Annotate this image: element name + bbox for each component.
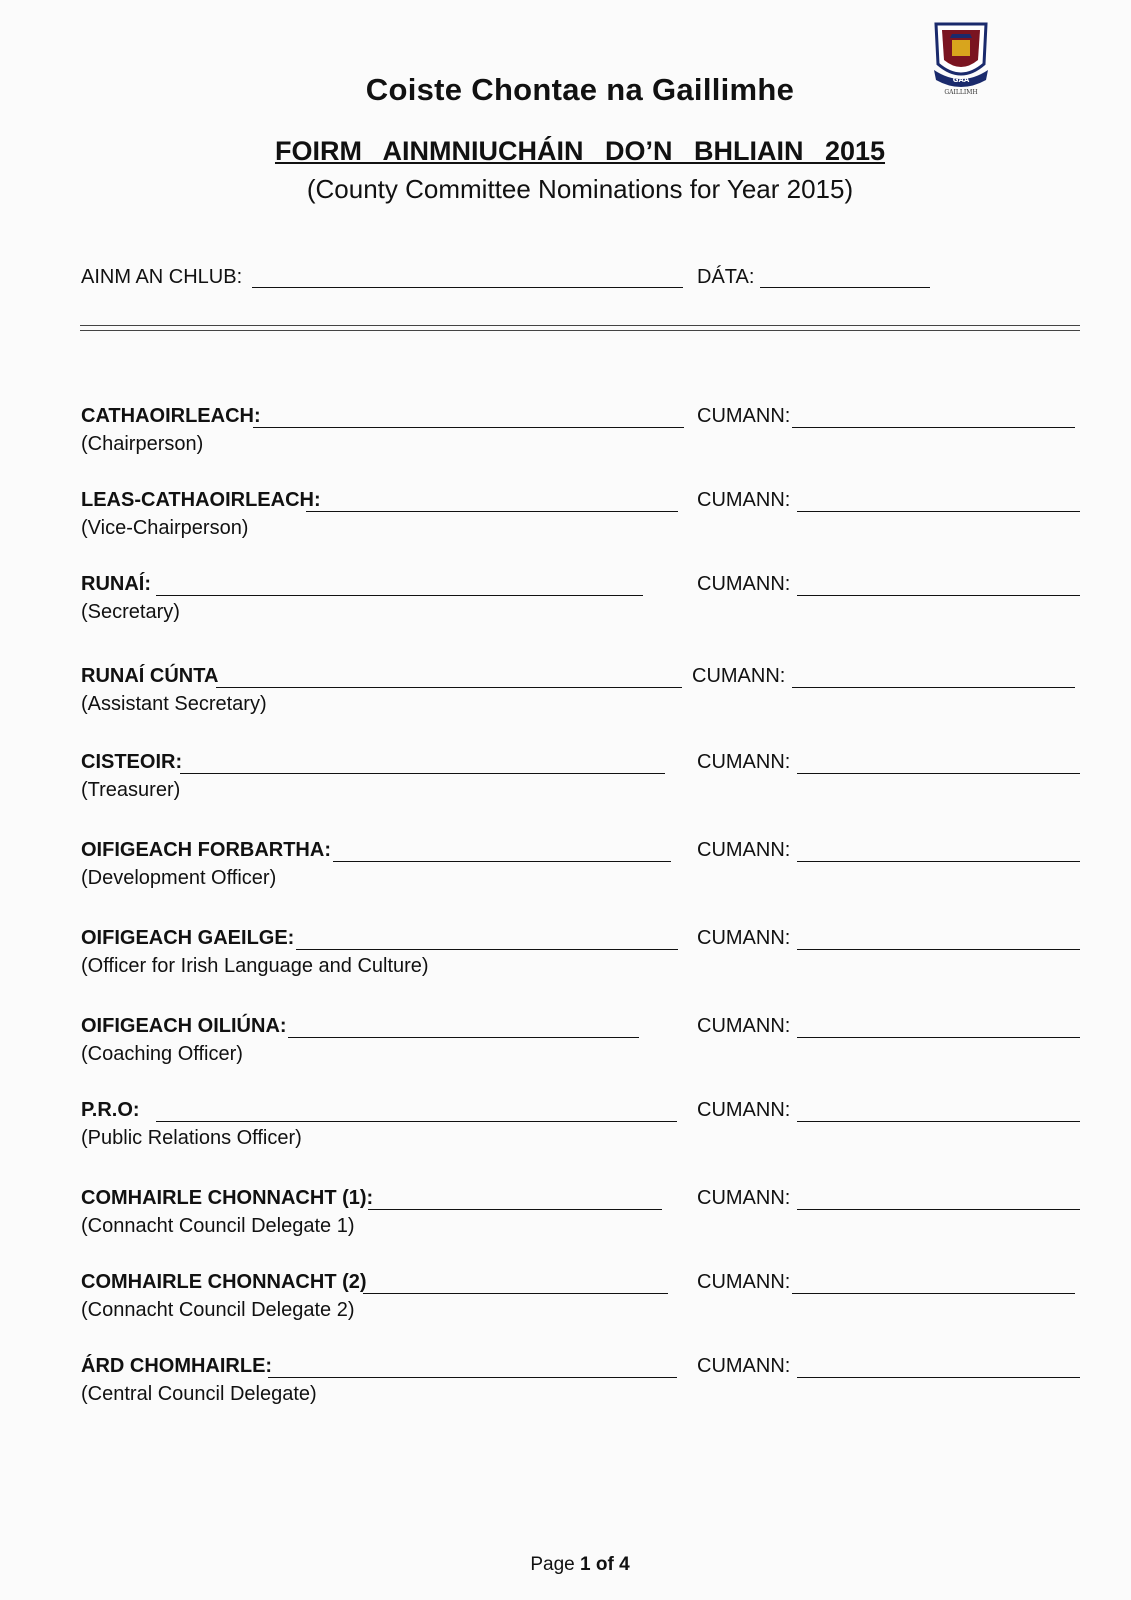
position-english-secretary: (Secretary) (81, 601, 180, 623)
position-title-public-relations-officer: P.R.O: (81, 1099, 140, 1121)
position-title-central-council-delegate: ÁRD CHOMHAIRLE: (81, 1355, 273, 1377)
nominee-field-secretary[interactable] (156, 595, 643, 596)
position-english-coaching-officer: (Coaching Officer) (81, 1043, 243, 1065)
cumann-field-treasurer[interactable] (797, 773, 1080, 774)
cumann-label: CUMANN: (697, 1355, 791, 1377)
cumann-label: CUMANN: (697, 573, 791, 595)
cumann-field-assistant-secretary[interactable] (792, 687, 1075, 688)
position-english-central-council-delegate: (Central Council Delegate) (81, 1383, 317, 1405)
nominee-field-assistant-secretary[interactable] (216, 687, 682, 688)
page-number: Page 1 of 4 (530, 1554, 630, 1575)
position-english-connacht-council-delegate-2: (Connacht Council Delegate 2) (81, 1299, 355, 1321)
position-title-development-officer: OIFIGEACH FORBARTHA: (81, 839, 331, 861)
cumann-field-secretary[interactable] (797, 595, 1080, 596)
position-title-connacht-council-delegate-2: COMHAIRLE CHONNACHT (2) (81, 1271, 367, 1293)
cumann-field-connacht-council-delegate-1[interactable] (797, 1209, 1080, 1210)
club-name-field[interactable] (252, 287, 683, 288)
cumann-label: CUMANN: (697, 839, 791, 861)
nominee-field-connacht-council-delegate-1[interactable] (368, 1209, 662, 1210)
position-english-assistant-secretary: (Assistant Secretary) (81, 693, 267, 715)
page-title: Coiste Chontae na Gaillimhe (365, 72, 795, 107)
cumann-label: CUMANN: (692, 665, 786, 687)
cumann-label: CUMANN: (697, 489, 791, 511)
position-english-officer-for-irish-language-and-culture: (Officer for Irish Language and Culture) (81, 955, 429, 977)
cumann-field-central-council-delegate[interactable] (797, 1377, 1080, 1378)
nominee-field-treasurer[interactable] (180, 773, 665, 774)
cumann-label: CUMANN: (697, 1187, 791, 1209)
cumann-field-vice-chairperson[interactable] (797, 511, 1080, 512)
date-label: DÁTA: (697, 266, 755, 288)
position-english-treasurer: (Treasurer) (81, 779, 181, 801)
cumann-field-connacht-council-delegate-2[interactable] (792, 1293, 1075, 1294)
position-english-vice-chairperson: (Vice-Chairperson) (81, 517, 249, 539)
nominee-field-connacht-council-delegate-2[interactable] (363, 1293, 668, 1294)
club-name-label: AINM AN CHLUB: (81, 266, 243, 288)
nominee-field-vice-chairperson[interactable] (306, 511, 678, 512)
crest-gaa-text: GAA (952, 76, 970, 84)
cumann-field-officer-for-irish-language-and-culture[interactable] (797, 949, 1080, 950)
crest-gaillimh-text: GAILLIMH (944, 89, 978, 96)
cumann-label: CUMANN: (697, 1099, 791, 1121)
date-field[interactable] (760, 287, 930, 288)
position-english-connacht-council-delegate-1: (Connacht Council Delegate 1) (81, 1215, 355, 1237)
cumann-field-public-relations-officer[interactable] (797, 1121, 1080, 1122)
nominee-field-public-relations-officer[interactable] (156, 1121, 677, 1122)
nominee-field-development-officer[interactable] (333, 861, 671, 862)
cumann-label: CUMANN: (697, 751, 791, 773)
cumann-label: CUMANN: (697, 1271, 791, 1293)
nominee-field-central-council-delegate[interactable] (268, 1377, 677, 1378)
nominee-field-officer-for-irish-language-and-culture[interactable] (296, 949, 678, 950)
cumann-label: CUMANN: (697, 927, 791, 949)
nominee-field-chairperson[interactable] (253, 427, 684, 428)
form-title-english: (County Committee Nominations for Year 2015) (306, 174, 854, 204)
position-title-secretary: RUNAÍ: (81, 573, 151, 595)
separator-line (80, 322, 1080, 334)
cumann-field-coaching-officer[interactable] (797, 1037, 1080, 1038)
cumann-label: CUMANN: (697, 1015, 791, 1037)
position-title-vice-chairperson: LEAS-CATHAOIRLEACH: (81, 489, 321, 511)
position-title-connacht-council-delegate-1: COMHAIRLE CHONNACHT (1): (81, 1187, 374, 1209)
nominee-field-coaching-officer[interactable] (288, 1037, 639, 1038)
form-title: FOIRM AINMNIUCHÁIN DO’N BHLIAIN 2015 (274, 136, 886, 166)
cumann-label: CUMANN: (697, 405, 791, 427)
cumann-field-development-officer[interactable] (797, 861, 1080, 862)
position-title-assistant-secretary: RUNAÍ CÚNTA (81, 665, 219, 687)
position-english-development-officer: (Development Officer) (81, 867, 277, 889)
position-title-treasurer: CISTEOIR: (81, 751, 183, 773)
position-title-officer-for-irish-language-and-culture: OIFIGEACH GAEILGE: (81, 927, 295, 949)
position-title-chairperson: CATHAOIRLEACH: (81, 405, 261, 427)
position-title-coaching-officer: OIFIGEACH OILIÚNA: (81, 1015, 287, 1037)
cumann-field-chairperson[interactable] (792, 427, 1075, 428)
position-english-chairperson: (Chairperson) (81, 433, 204, 455)
position-english-public-relations-officer: (Public Relations Officer) (81, 1127, 302, 1149)
